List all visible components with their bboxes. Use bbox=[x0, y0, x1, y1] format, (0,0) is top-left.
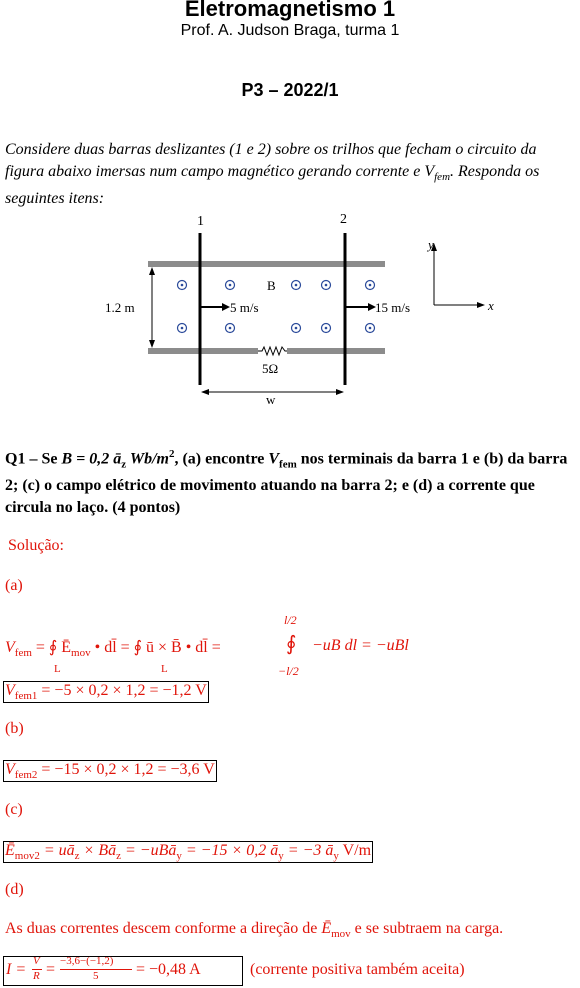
emov-mid2: = −uBā bbox=[121, 842, 177, 859]
intro-paragraph bbox=[5, 139, 575, 210]
note-d-end: e se subtraem na carga. bbox=[350, 920, 504, 937]
question-q1 bbox=[5, 443, 577, 519]
vfem2-label: V bbox=[5, 761, 15, 778]
vfem1-sub: fem1 bbox=[14, 690, 38, 702]
velocity-1-label: 5 m/s bbox=[230, 300, 259, 315]
vfem2-sub: fem2 bbox=[14, 769, 38, 781]
bar-2-label: 2 bbox=[340, 212, 347, 227]
question-prefix: Q1 – Se bbox=[5, 450, 62, 468]
emov-z2: z bbox=[116, 850, 121, 862]
current-I: I = bbox=[6, 961, 27, 978]
intro-vfem-sub: fem bbox=[434, 171, 451, 183]
vfem1-label: V bbox=[5, 682, 15, 699]
emov-mid: × Bā bbox=[79, 842, 117, 859]
circuit-figure bbox=[100, 205, 500, 405]
y-axis-label: y bbox=[428, 237, 434, 252]
solution-heading: Solução: bbox=[8, 537, 64, 554]
emov-label: Ē bbox=[5, 842, 15, 859]
emov-unit: V/m bbox=[338, 842, 372, 859]
eq-vfem-sub: fem bbox=[14, 647, 32, 659]
emov-mid3: = −15 × 0,2 ā bbox=[181, 842, 279, 859]
page-subtitle: Prof. A. Judson Braga, turma 1 bbox=[180, 22, 400, 39]
bottom-rail-left bbox=[148, 348, 258, 354]
solution-part-b: (b) bbox=[5, 720, 24, 737]
question-vfem: V bbox=[268, 450, 280, 468]
solution-part-a: (a) bbox=[5, 577, 23, 594]
question-field-unit: Wb/m bbox=[126, 450, 169, 468]
integral-tail: −uB dl = −uBl bbox=[312, 637, 409, 654]
intro-text-before: Considere duas barras deslizantes (1 e 2) sobre os trilhos que fecham o circuito da figura abaixo imersas num campo magnético gerando corrente e bbox=[5, 141, 537, 180]
question-field-unit-sup: 2 bbox=[168, 448, 175, 460]
vfem-general-equation bbox=[5, 637, 221, 659]
resistor-symbol bbox=[258, 347, 287, 355]
page-title: Eletromagnetismo 1 bbox=[184, 0, 396, 21]
emov-y3: y bbox=[333, 850, 339, 862]
emov-y2: y bbox=[278, 850, 284, 862]
frac2-den: 5 bbox=[93, 970, 99, 982]
note-d-sub: mov bbox=[331, 928, 351, 940]
emov-mid4: = −3 ā bbox=[283, 842, 334, 859]
bottom-rail-right bbox=[287, 348, 385, 354]
equals-sign: = bbox=[46, 961, 56, 978]
resistor-label: 5Ω bbox=[262, 361, 279, 376]
contour-label-2: L bbox=[161, 663, 168, 675]
vfem1-expr: = −5 × 0,2 × 1,2 = −1,2 V bbox=[37, 682, 207, 699]
current-value: = −0,48 A bbox=[136, 961, 201, 978]
emov2-result bbox=[3, 841, 373, 863]
intro-text-after: . Responda os seguintes itens: bbox=[5, 163, 540, 207]
eq-vfem-label: V bbox=[5, 639, 15, 656]
emov-expr: = uā bbox=[39, 842, 75, 859]
bar-1-label: 1 bbox=[197, 214, 204, 229]
note-d-text: As duas correntes descem conforme a direção de bbox=[5, 920, 322, 937]
question-field-expr: B = 0,2 ā bbox=[61, 450, 122, 468]
integral-symbol: ∮ bbox=[286, 633, 297, 655]
emov-y1: y bbox=[176, 850, 182, 862]
current-direction-note bbox=[5, 920, 503, 940]
eq-general-start: = ∮ Ē bbox=[35, 639, 72, 656]
integral-lower-limit: −l/2 bbox=[278, 664, 299, 678]
exam-title: P3 – 2022/1 bbox=[241, 80, 339, 100]
eq-general-mid: • dl̄ = ∮ ū × B̄ • dl̄ = bbox=[90, 639, 221, 656]
frac2-num: −3,6−(−1,2) bbox=[60, 955, 114, 967]
intro-vfem: V bbox=[424, 163, 435, 180]
height-label: 1.2 m bbox=[105, 300, 135, 315]
contour-label-1: L bbox=[54, 663, 61, 675]
vfem1-result bbox=[3, 681, 209, 703]
vfem2-result bbox=[3, 760, 217, 782]
emov-sub: mov2 bbox=[14, 850, 40, 862]
field-label: B bbox=[267, 278, 276, 293]
top-rail bbox=[148, 261, 385, 267]
frac1-den: R bbox=[33, 970, 40, 982]
eq-general-sub: mov bbox=[71, 647, 91, 659]
question-part1: , (a) encontre bbox=[174, 450, 269, 468]
question-part2: nos terminais da barra 1 e (b) da barra 2; (c) o campo elétrico de movimento atuando na barra 2; e (d) a corrente que circula no laço. (4 pontos) bbox=[5, 450, 568, 517]
question-field-sub: z bbox=[121, 458, 127, 471]
x-axis-label: x bbox=[488, 298, 494, 313]
emov-z1: z bbox=[74, 850, 80, 862]
solution-part-d: (d) bbox=[5, 881, 24, 898]
vfem2-expr: = −15 × 0,2 × 1,2 = −3,6 V bbox=[37, 761, 215, 778]
note-d-emov: Ē bbox=[321, 920, 332, 937]
width-label: w bbox=[266, 392, 276, 405]
solution-part-c: (c) bbox=[5, 801, 23, 818]
velocity-2-label: 15 m/s bbox=[375, 300, 411, 315]
integral-upper-limit: l/2 bbox=[284, 613, 297, 627]
question-vfem-sub: fem bbox=[279, 458, 297, 471]
frac1-num: V bbox=[33, 955, 40, 967]
current-note: (corrente positiva também aceita) bbox=[250, 961, 465, 978]
